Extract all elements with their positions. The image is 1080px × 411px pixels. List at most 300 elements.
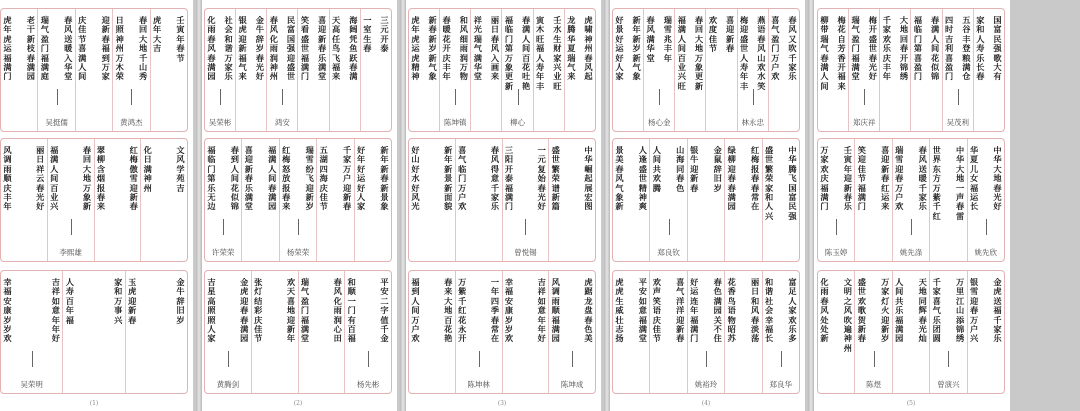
couplet-band — [0, 270, 188, 394]
couplet-lower-line: 福满人间百业兴 — [50, 145, 59, 212]
couplet — [62, 271, 124, 393]
couplet-lower-line: 人寿百年福 — [65, 277, 74, 325]
couplet-author: 陈坤镇 — [443, 118, 467, 127]
couplet-upper-line: 壬寅年迎新春乐 — [843, 145, 852, 212]
couplet-lower-line: 欢声笑语庆佳节 — [652, 277, 661, 344]
couplet-band — [0, 8, 188, 132]
author-dash — [32, 351, 33, 367]
couplet — [613, 271, 649, 393]
author-dash — [518, 89, 519, 105]
couplet-lower-line: 一室生春 — [363, 15, 372, 54]
couplet-upper-line: 丽日祥云春光好 — [36, 145, 45, 212]
couplet-upper-line: 春风又吹千家乐 — [788, 15, 797, 82]
couplet — [910, 9, 941, 131]
couplet — [967, 271, 1004, 393]
couplet-lower-line: 喜迎新春乐满堂 — [244, 145, 253, 212]
couplet-lower-line: 万紫千红花永开 — [458, 277, 467, 344]
couplet — [818, 271, 854, 393]
couplet-lower-line: 庆佳节喜满人间 — [78, 15, 87, 82]
couplet-author: 吴荣彬 — [208, 118, 232, 127]
couplet-upper-line: 海阔凭鱼跃春满 — [349, 15, 358, 82]
page-gutter — [808, 0, 814, 411]
couplet-lower-line: 千家欢乐庆丰年 — [882, 15, 891, 82]
couplet-row — [613, 271, 799, 393]
couplet-row — [1, 9, 187, 131]
couplet-lower-line: 风调雨顺福满园 — [551, 277, 560, 344]
couplet — [94, 139, 141, 261]
couplet-upper-line: 老干新枝春满园 — [26, 15, 35, 82]
couplet-author: 杨荣荣 — [286, 248, 310, 257]
couplet — [737, 9, 768, 131]
couplet-lower-line: 瑞气盈门福满堂 — [851, 15, 860, 82]
couplet-lower-line: 笑看盛世福满门 — [300, 15, 310, 82]
couplet-lower-line: 三阳开泰福满门 — [504, 145, 514, 212]
couplet-lower-line: 春风满华堂 — [646, 15, 655, 63]
couplet — [929, 139, 966, 261]
couplet-lower-line: 红梅怒放报春来 — [282, 145, 291, 212]
couplet-author: 柳心 — [510, 118, 526, 127]
couplet — [929, 271, 966, 393]
couplet — [879, 9, 910, 131]
page-number: (3) — [497, 400, 507, 407]
couplet — [439, 9, 470, 131]
couplet-lower-line: 景美春风气象新 — [615, 145, 624, 212]
couplet-author: 林永忠 — [741, 118, 764, 127]
couplet-upper-line: 虎啸神州春风起 — [584, 15, 593, 82]
author-dash — [282, 89, 283, 105]
couplet — [1, 139, 47, 261]
couplet — [724, 139, 761, 261]
couplet — [892, 271, 929, 393]
couplet-author: 鸿安 — [274, 118, 290, 127]
couplet — [967, 139, 1004, 261]
couplet-upper-line: 大地回春开锦绣 — [899, 15, 909, 82]
couplet-upper-line: 喜迎新春乐满堂 — [318, 15, 327, 82]
couplet-page — [403, 0, 601, 411]
couplet-upper-line: 新春新岁新气象 — [428, 15, 437, 82]
couplet-lower-line: 化雨春风处处新 — [820, 277, 829, 344]
page-content — [612, 8, 800, 394]
couplet-upper-line: 文明之风吹遍神州 — [843, 277, 852, 353]
couplet — [854, 271, 891, 393]
couplet-lower-line: 银牛迎新春 — [690, 145, 699, 193]
couplet — [205, 139, 241, 261]
couplet-lower-line: 盛世欢歌贺新春 — [857, 277, 866, 344]
couplet-lower-line: 欢度佳节 — [708, 15, 718, 54]
couplet-upper-line: 天地同辉春光灿 — [918, 277, 927, 344]
couplet-author: 吴茂利 — [946, 118, 969, 127]
couplet-upper-line: 欢天喜地迎新年 — [286, 277, 296, 344]
couplet-band — [408, 138, 596, 262]
couplet — [724, 271, 761, 393]
couplet-page — [199, 0, 397, 411]
couplet — [455, 271, 502, 393]
couplet — [762, 139, 799, 261]
couplet-upper-line: 春风得意千家乐 — [490, 145, 500, 212]
couplet — [297, 9, 328, 131]
couplet-upper-line: 富足人家欢乐多 — [788, 277, 797, 344]
couplet-upper-line: 喜气洋洋迎新春 — [676, 277, 685, 344]
couplet-upper-line: 吉祥如意年年好 — [537, 277, 546, 344]
couplet-lower-line: 寅木旺福人寿年丰 — [536, 15, 545, 91]
couplet-upper-line: 壬水生财家兴业旺 — [553, 15, 562, 91]
couplet-upper-line: 金虎迎春春满园 — [240, 277, 249, 344]
couplet-author: 姚裕玲 — [694, 380, 718, 389]
couplet — [854, 139, 891, 261]
couplet-upper-line: 春风送暖千家乐 — [918, 145, 927, 212]
couplet — [125, 271, 187, 393]
couplet-upper-line: 和风细雨润万物 — [459, 15, 468, 82]
author-dash — [659, 89, 660, 105]
couplet-author: 郑良华 — [769, 380, 793, 389]
couplet-author: 郑庆祥 — [852, 118, 876, 127]
couplet-upper-line: 金鼠辞旧岁 — [713, 145, 722, 193]
page-number: (2) — [293, 400, 303, 407]
couplet-author: 黄腾剑 — [216, 380, 240, 389]
couplet — [502, 271, 549, 393]
couplet-upper-line: 燕语春风山欢水笑 — [757, 15, 766, 91]
couplet — [818, 9, 848, 131]
couplet-upper-line: 喜迎新春 — [726, 15, 735, 54]
couplet-lower-line: 千家喜气乐团圆 — [932, 277, 941, 344]
couplet-lower-line: 春暖花开庆丰年 — [442, 15, 451, 82]
couplet-band — [408, 270, 596, 394]
couplet — [768, 9, 799, 131]
couplet-lower-line: 日照神州万木荣 — [115, 15, 124, 82]
author-dash — [864, 89, 865, 105]
couplet-lower-line: 喜气临门万户欢 — [458, 145, 467, 212]
couplet-upper-line: 中华大地一声春雷 — [955, 145, 965, 221]
couplet — [643, 9, 674, 131]
couplet-lower-line: 喜气盈门万户欢 — [771, 15, 780, 82]
couplet-upper-line: 中华崛起展宏图 — [584, 145, 593, 212]
couplet — [649, 139, 686, 261]
author-dash — [455, 89, 456, 105]
couplet-band — [817, 138, 1005, 262]
couplet-upper-line: 社会和谐万家乐 — [224, 15, 233, 82]
couplet — [329, 9, 360, 131]
couplet — [548, 139, 595, 261]
couplet — [892, 139, 929, 261]
author-dash — [572, 351, 573, 367]
couplet-lower-line: 花香鸟语物昭苏 — [727, 277, 736, 344]
couplet-upper-line: 中华大地春光好 — [993, 145, 1002, 212]
author-dash — [298, 219, 299, 235]
couplet — [942, 9, 973, 131]
couplet-lower-line: 春风化雨润神州 — [269, 15, 278, 82]
couplet — [705, 9, 736, 131]
couplet-upper-line: 春色满园关不住 — [713, 277, 722, 344]
couplet-lower-line: 银虎迎新福气来 — [238, 15, 247, 82]
page-content — [408, 8, 596, 394]
couplet — [235, 9, 266, 131]
couplet-upper-line: 春来大地百花艳 — [444, 277, 453, 344]
couplet — [140, 139, 187, 261]
couplet-author: 李熙雄 — [59, 248, 82, 257]
page-gutter — [604, 0, 610, 411]
couplet-upper-line: 丽日春风入画来 — [490, 15, 500, 82]
couplet-upper-line: 家和万事兴 — [114, 277, 123, 325]
couplet — [360, 9, 391, 131]
couplet-band — [204, 138, 392, 262]
couplet — [344, 271, 391, 393]
page-content — [0, 8, 188, 394]
couplet — [409, 271, 455, 393]
page-gutter — [196, 0, 202, 411]
page-number: (5) — [906, 400, 916, 407]
couplet — [266, 9, 297, 131]
author-dash — [911, 219, 912, 235]
couplet-row — [205, 271, 391, 393]
couplet-lower-line: 盛世繁荣家和人兴 — [764, 145, 774, 221]
couplet-lower-line: 瑞气盈门福满庭 — [40, 15, 49, 82]
author-dash — [948, 351, 949, 367]
couplet-page — [812, 0, 1010, 411]
couplet-author: 陈坤成 — [560, 380, 584, 389]
couplet-page — [0, 0, 193, 411]
couplet-lower-line: 虎年虎运虎精神 — [411, 15, 420, 82]
couplet — [409, 139, 455, 261]
couplet — [564, 9, 595, 131]
couplet-upper-line: 春满人间百花吐艳 — [522, 15, 531, 91]
author-dash — [836, 219, 837, 235]
couplet-row — [1, 271, 187, 393]
couplet-lower-line: 玉虎迎新春 — [128, 277, 137, 325]
author-dash — [706, 351, 707, 367]
couplet-upper-line: 金牛辞旧岁 — [176, 277, 185, 325]
couplet-lower-line: 人间共欢腾 — [652, 145, 661, 193]
couplet — [501, 9, 532, 131]
couplet-lower-line: 虎年大吉 — [152, 15, 162, 54]
couplet-lower-line: 虎虎生威壮志扬 — [615, 277, 624, 344]
couplet-lower-line: 绿柳迎春春满园 — [727, 145, 736, 212]
couplet — [687, 271, 724, 393]
couplet-band — [204, 270, 392, 394]
couplet-upper-line: 春回大地千山秀 — [138, 15, 148, 82]
couplet-upper-line: 春风送暖入华堂 — [64, 15, 73, 82]
couplet-row — [409, 139, 595, 261]
couplet-lower-line: 幸福安康岁岁欢 — [504, 277, 514, 344]
couplet — [973, 9, 1004, 131]
couplet-row — [818, 9, 1004, 131]
couplet-author: 郑良钦 — [657, 248, 680, 257]
couplet-band — [612, 270, 800, 394]
page-number: (1) — [89, 400, 99, 407]
couplet-upper-line: 虎踞龙盘春色美 — [584, 277, 593, 344]
couplet — [613, 139, 649, 261]
couplet-author: 姚先欣 — [974, 248, 998, 257]
couplet-author: 吴挺儒 — [45, 118, 68, 127]
couplet-upper-line: 喜迎新春红运来 — [881, 145, 890, 212]
couplet — [298, 271, 345, 393]
couplet — [613, 9, 643, 131]
couplet — [279, 139, 316, 261]
couplet-lower-line: 瑞雪迎春万户欢 — [895, 145, 904, 212]
couplet-author: 陈煜 — [866, 380, 882, 389]
couplet-author: 姚先涤 — [899, 248, 923, 257]
couplet-row — [613, 9, 799, 131]
couplet-upper-line: 春风化雨润心田 — [333, 277, 342, 344]
couplet-lower-line: 福临门第乐无边 — [207, 145, 216, 212]
couplet — [205, 271, 251, 393]
couplet-lower-line: 好景好运好人家 — [615, 15, 624, 82]
couplet-upper-line: 万家灯火迎新岁 — [881, 277, 890, 344]
couplet-upper-line: 一元复始春光好 — [537, 145, 546, 212]
author-dash — [479, 351, 480, 367]
couplet-upper-line: 平安二字值千金 — [380, 277, 389, 344]
couplet-upper-line: 丽日和风春淡荡 — [750, 277, 760, 344]
couplet — [409, 9, 439, 131]
couplet-upper-line: 新年新岁新气象 — [632, 15, 641, 82]
couplet — [762, 271, 799, 393]
couplet-upper-line: 一年四季春常在 — [490, 277, 500, 344]
couplet — [47, 139, 94, 261]
couplet-row — [205, 9, 391, 131]
couplet-lower-line: 好年好运好人家 — [356, 145, 366, 212]
couplet-author: 黄鸿杰 — [120, 118, 143, 127]
couplet-lower-line: 人间共乐福满园 — [895, 277, 904, 344]
couplet-lower-line: 家和人寿乐长春 — [976, 15, 985, 82]
author-dash — [131, 89, 132, 105]
couplet-lower-line: 福临门第喜盈门 — [913, 15, 923, 82]
couplet-lower-line: 笑迎佳节福满门 — [857, 145, 866, 212]
couplet — [470, 9, 501, 131]
couplet-lower-line: 化雨春风春满园 — [207, 15, 216, 82]
couplet-upper-line: 山海同春色 — [676, 145, 685, 193]
couplet-lower-line: 天高任鸟飞福来 — [332, 15, 341, 82]
couplet-upper-line: 人逢盛世精神爽 — [638, 145, 647, 212]
couplet-row — [409, 271, 595, 393]
couplet — [241, 139, 278, 261]
couplet-upper-line: 万里江山添锦绣 — [955, 277, 965, 344]
couplet-upper-line: 五谷丰登粮满仓 — [962, 15, 971, 82]
couplet-author: 曾悦锡 — [514, 248, 537, 257]
couplet-upper-line: 中华腾飞国富民强 — [788, 145, 797, 221]
author-dash — [223, 219, 224, 235]
couplet-lower-line: 福到人间万户欢 — [411, 277, 420, 344]
couplet-upper-line: 迎新春福到万家 — [101, 15, 110, 82]
couplet-row — [613, 139, 799, 261]
couplet-lower-line: 盛世繁荣谱新篇 — [551, 145, 560, 212]
author-dash — [71, 219, 72, 235]
couplet — [75, 9, 112, 131]
couplet-lower-line: 世界东方万紫千红 — [932, 145, 941, 221]
couplet-lower-line: 福满人间百业兴旺 — [677, 15, 686, 91]
author-dash — [669, 219, 670, 235]
couplet-band — [0, 138, 188, 262]
author-dash — [874, 351, 875, 367]
couplet-upper-line: 春满人间花似锦 — [931, 15, 940, 82]
couplet-upper-line: 春回大地万象新 — [82, 145, 92, 212]
couplet-lower-line: 柳带瑞气春满人间 — [820, 15, 829, 91]
author-dash — [958, 89, 959, 105]
couplet-band — [817, 270, 1005, 394]
couplet-lower-line: 梅迎盛世人寿年丰 — [740, 15, 749, 91]
author-dash — [986, 219, 987, 235]
couplet — [37, 9, 74, 131]
couplet-row — [409, 9, 595, 131]
author-dash — [368, 351, 369, 367]
couplet — [687, 139, 724, 261]
couplet-upper-line: 梅花自芳香开福来 — [837, 15, 846, 91]
couplet-lower-line: 好运连年福满门 — [690, 277, 699, 344]
couplet — [818, 139, 854, 261]
couplet-row — [818, 139, 1004, 261]
couplet — [502, 139, 549, 261]
couplet-lower-line: 祥光瑞气满华堂 — [473, 15, 482, 82]
couplet-upper-line: 三元开泰 — [380, 15, 389, 54]
couplet-author: 曾演兴 — [937, 380, 960, 389]
couplet-upper-line: 瑞雪兆丰年 — [663, 15, 672, 63]
couplet-upper-line: 瑞雪纷飞迎新岁 — [305, 145, 314, 212]
couplet — [354, 139, 391, 261]
page-content — [204, 8, 392, 394]
couplet-lower-line: 五湖四海庆佳节 — [319, 145, 328, 212]
couplet-author: 陈坤林 — [467, 380, 490, 389]
couplet-lower-line: 华夏儿女福运长 — [969, 145, 979, 212]
couplet-upper-line: 金牛辞岁春光好 — [255, 15, 264, 82]
couplet-lower-line: 化日满神州 — [143, 145, 152, 193]
couplet — [674, 9, 705, 131]
couplet-lower-line: 龙腾华夏瑞气来 — [567, 15, 576, 82]
couplet-lower-line: 福临门第万象更新 — [504, 15, 514, 91]
couplet-upper-line: 新年新景新面貌 — [444, 145, 453, 212]
couplet-row — [818, 271, 1004, 393]
couplet — [848, 9, 879, 131]
page-content — [817, 8, 1005, 394]
couplet-author: 杨心金 — [647, 118, 671, 127]
couplet — [150, 9, 187, 131]
couplet — [533, 9, 564, 131]
couplet — [1, 9, 37, 131]
couplet-band — [612, 138, 800, 262]
couplet-upper-line: 壬寅年春节 — [176, 15, 185, 63]
couplet-lower-line: 风调雨顺庆丰年 — [3, 145, 12, 212]
couplet-upper-line: 春回大地万象更新 — [694, 15, 704, 91]
couplet-upper-line: 春到人间花似锦 — [230, 145, 239, 212]
couplet — [548, 271, 595, 393]
author-dash — [525, 219, 526, 235]
couplet-lower-line: 张灯结彩庆佳节 — [254, 277, 263, 344]
couplet — [455, 139, 502, 261]
couplet-band — [817, 8, 1005, 132]
couplet — [1, 271, 62, 393]
couplet-upper-line: 福满人间春满园 — [268, 145, 277, 212]
author-dash — [753, 89, 754, 105]
couplet-row — [1, 139, 187, 261]
couplet-band — [612, 8, 800, 132]
couplet-lower-line: 和谐社会幸福长 — [764, 277, 774, 344]
couplet-upper-line: 文风学苑吉 — [176, 145, 185, 193]
couplet-upper-line: 千家万户迎新春 — [342, 145, 352, 212]
couplet-lower-line: 和顺一门有百福 — [347, 277, 356, 344]
couplet — [649, 271, 686, 393]
couplet-upper-line: 新年新春新景象 — [380, 145, 389, 212]
couplet-upper-line: 红梅傲雪迎新春 — [129, 145, 138, 212]
couplet-lower-line: 四时吉利喜盈门 — [945, 15, 954, 82]
couplet-band — [204, 8, 392, 132]
couplet-upper-line: 吉祥如意年年好 — [51, 277, 60, 344]
couplet-upper-line: 红梅报春春常在 — [750, 145, 760, 212]
author-dash — [220, 89, 221, 105]
couplet-author: 吴荣明 — [20, 380, 43, 389]
author-dash — [781, 351, 782, 367]
couplet-band — [408, 8, 596, 132]
couplet-lower-line: 幸福安康岁岁欢 — [3, 277, 12, 344]
couplet-upper-line: 国富民强歌大有 — [993, 15, 1002, 82]
couplet-author: 杨先彬 — [356, 380, 380, 389]
couplet-lower-line: 吉星高照照人家 — [207, 277, 216, 344]
